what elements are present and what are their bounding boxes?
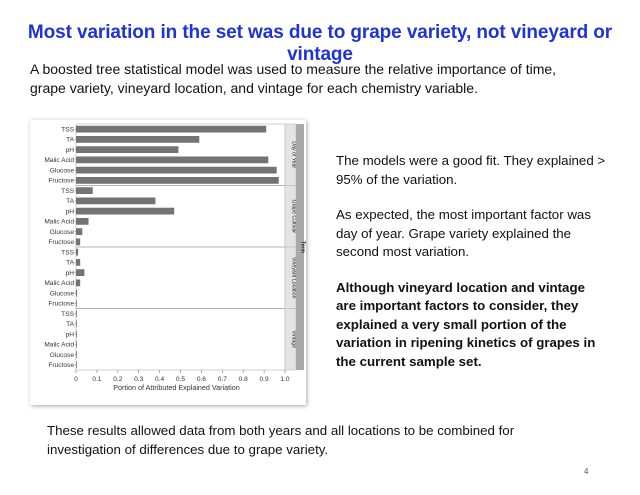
x-tick-label: 0.8 <box>238 376 248 383</box>
bar <box>76 208 174 215</box>
importance-bar-chart <box>30 120 306 405</box>
bar <box>76 279 80 286</box>
x-tick-label: 0.2 <box>113 376 123 383</box>
category-label: Malic Acid <box>44 218 74 226</box>
intro-paragraph: A boosted tree statistical model was used to measure the relative importance of time, grape variety, vineyard location, and vintage for each chemistry variable. <box>30 61 557 96</box>
bar <box>76 320 77 327</box>
bar <box>76 167 277 174</box>
slide-title: Most variation in the set was due to grape variety, not vineyard or vintage <box>27 22 613 65</box>
bar <box>76 259 80 266</box>
bar <box>76 300 77 307</box>
bar <box>76 249 78 256</box>
bar <box>76 290 77 297</box>
bar <box>76 361 77 368</box>
category-label: Fructose <box>48 177 74 185</box>
x-tick-label: 0.7 <box>217 376 227 383</box>
facet-label: Vintage <box>290 330 297 348</box>
category-label: TA <box>66 259 74 267</box>
location-vintage-paragraph: Although vineyard location and vintage are important factors to consider, they explained a very small portion of the variation in ripening kinetics of grapes in the current sample set. <box>336 279 596 369</box>
x-tick-label: 0.6 <box>196 376 206 383</box>
bar <box>76 136 199 143</box>
category-label: Glucose <box>49 228 74 236</box>
category-label: Glucose <box>49 351 74 359</box>
x-axis-title: Portion of Attributed Explained Variation <box>113 383 240 392</box>
category-label: TA <box>66 321 74 329</box>
bar <box>76 126 266 133</box>
facet-label: Day of Year <box>290 141 297 169</box>
category-label: TA <box>66 136 74 144</box>
category-label: TSS <box>61 249 74 257</box>
x-tick-label: 0.9 <box>259 376 269 383</box>
chart-panel <box>30 120 306 405</box>
bar <box>76 146 178 153</box>
x-tick-label: 0.5 <box>175 376 186 383</box>
bar <box>76 187 93 194</box>
term-label: Term <box>299 241 306 253</box>
category-label: Fructose <box>48 362 74 370</box>
bar <box>76 331 77 338</box>
bar <box>76 177 279 184</box>
category-label: Malic Acid <box>44 157 74 165</box>
bar <box>76 156 268 163</box>
category-label: Glucose <box>49 167 74 175</box>
category-label: pH <box>65 146 74 154</box>
conclusion-paragraph: These results allowed data from both years and all locations to be combined for investigation of differences due to grape variety. <box>47 423 515 457</box>
category-label: Fructose <box>48 239 74 247</box>
category-label: TSS <box>61 187 74 195</box>
x-tick-label: 0.3 <box>134 376 144 383</box>
x-tick-label: 0.1 <box>92 376 102 383</box>
category-label: Malic Acid <box>44 280 74 288</box>
category-label: pH <box>65 331 74 339</box>
x-tick-label: 0 <box>74 376 78 383</box>
category-label: Malic Acid <box>44 341 74 349</box>
category-label: Glucose <box>49 290 74 298</box>
bar <box>76 228 82 235</box>
category-label: pH <box>65 208 74 216</box>
bar <box>76 238 80 245</box>
fit-paragraph: The models were a good fit. They explained > 95% of the variation. <box>336 153 606 187</box>
category-label: TSS <box>61 310 74 318</box>
page-number: 4 <box>584 467 589 476</box>
bar <box>76 310 77 317</box>
facet-label: Grape Cultivar <box>290 199 297 233</box>
category-label: Fructose <box>48 300 74 308</box>
category-label: pH <box>65 269 74 277</box>
category-label: TA <box>66 198 74 206</box>
bar <box>76 218 89 225</box>
day-of-year-paragraph: As expected, the most important factor was day of year. Grape variety explained the second most variation. <box>336 207 591 259</box>
category-label: TSS <box>61 126 74 134</box>
bar <box>76 341 77 348</box>
bar <box>76 269 84 276</box>
bar <box>76 351 77 358</box>
findings-text <box>336 152 606 388</box>
bar <box>76 197 155 204</box>
x-tick-label: 1.0 <box>280 376 290 383</box>
x-tick-label: 0.4 <box>155 376 165 383</box>
facet-label: Vineyard Location <box>290 257 297 299</box>
